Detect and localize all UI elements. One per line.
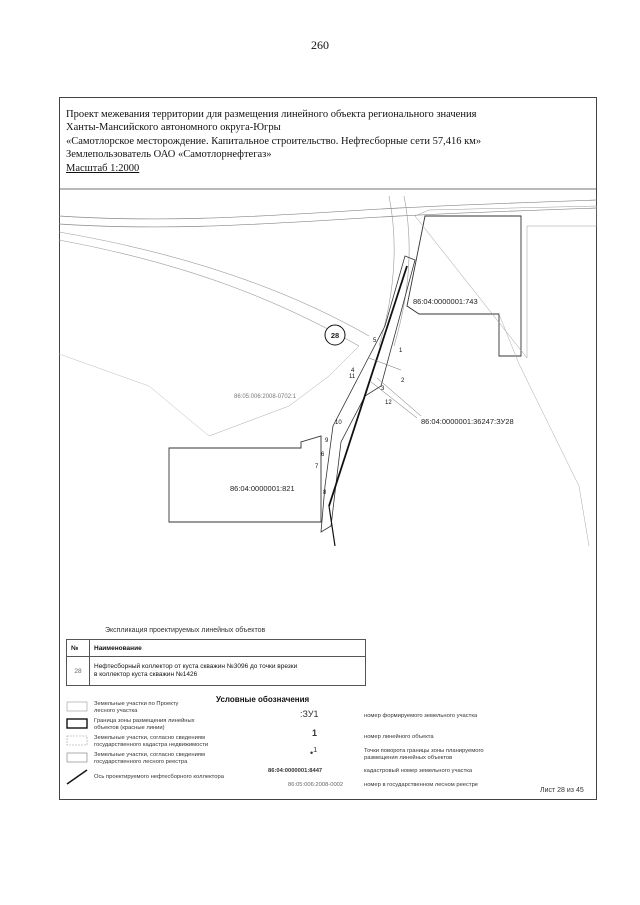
legend-symbol-object: 1 <box>312 728 318 738</box>
legend-red-lines-symbol <box>67 719 87 728</box>
point-11: 11 <box>349 374 356 380</box>
corridor-edge-2 <box>394 196 409 346</box>
parcel-neighbor <box>415 206 597 358</box>
pipeline-tail <box>329 506 335 546</box>
legend-axis-symbol <box>67 770 87 784</box>
pipeline-axis <box>329 266 407 506</box>
field-edge-left <box>59 354 209 436</box>
point-10: 10 <box>335 420 342 426</box>
table-header-name: Наименование <box>90 640 366 657</box>
road-edge-2 <box>59 208 597 227</box>
corridor-edge-1 <box>379 196 394 346</box>
parcel-821-label: 86:04:0000001:821 <box>230 484 295 493</box>
parcel-743 <box>407 216 521 356</box>
page-number: 260 <box>311 38 329 52</box>
road-edge-4 <box>59 240 359 346</box>
table-cell-num: 28 <box>67 657 90 686</box>
table-cell-name <box>90 657 366 686</box>
legend-forest-project-symbol <box>67 702 87 711</box>
parcel-zu28-label: 86:04:0000001:36247:ЗУ28 <box>421 417 514 426</box>
legend-item-glr: Земельные участки, согласно сведениям государственного лесного реестра <box>94 752 205 765</box>
point-9: 9 <box>325 438 329 444</box>
header-line-1: Проект межевания территории для размещения линейного объекта регионального значения <box>66 109 477 120</box>
forest-number-label: 86:05:006:2008-0702:1 <box>234 394 297 400</box>
legend-item-gkn: Земельные участки, согласно сведениям государственного кадастра недвижимости <box>94 735 209 748</box>
legend-symbol-forest-registry: 86:05:006:2008-0002 <box>288 782 344 788</box>
sheet-number: Лист 28 из 45 <box>540 787 584 794</box>
point-3: 3 <box>381 386 385 392</box>
point-2: 2 <box>401 378 405 384</box>
table-header-num: № <box>67 640 90 657</box>
parcel-743-label: 86:04:0000001:743 <box>413 297 478 306</box>
header-line-2: Ханты-Мансийского автономного округа-Югры <box>66 122 281 134</box>
leader-zu28-1 <box>371 382 417 418</box>
legend-symbol-cadastral: 86:04:0000001:8447 <box>268 768 323 774</box>
legend-symbol-zu: :ЗУ1 <box>300 709 319 719</box>
table-cell-name-line-2: в коллектор куста скважин №1426 <box>94 671 198 678</box>
table-row <box>67 657 366 686</box>
parcel-821 <box>169 436 321 522</box>
point-1: 1 <box>399 348 403 354</box>
legend-symbol-turn-point: •$^1$ <box>310 745 318 758</box>
field-edge-right <box>499 314 589 546</box>
table-header-row <box>67 640 366 657</box>
legend-text-object: номер линейного объекта <box>364 734 434 740</box>
road-edge-3 <box>59 232 369 336</box>
legend-text-forest-registry: номер в государственном лесном реестре <box>364 782 479 788</box>
object-number: 28 <box>330 331 340 340</box>
point-12: 12 <box>385 400 392 406</box>
red-lines-zone <box>321 256 415 532</box>
cadastral-map <box>59 186 597 586</box>
header-line-4: Землепользователь ОАО «Самотлорнефтегаз» <box>66 149 272 161</box>
legend-item-red-lines: Граница зоны размещения линейных объектов (красные линии) <box>94 718 195 731</box>
turn-point-dot: • <box>310 748 314 758</box>
legend-item-axis: Ось проектируемого нефтесборного коллектора <box>94 774 224 780</box>
leader-zu28-2 <box>377 378 421 416</box>
legend-text-turn-point: Точки поворота границы зоны планируемого размещения линейных объектов <box>364 748 484 761</box>
point-5: 5 <box>373 338 377 344</box>
legend-gkn-symbol <box>67 736 87 745</box>
legend-symbols-left <box>66 700 90 786</box>
legend-text-zu: номер формируемого земельного участка <box>364 713 478 719</box>
header-line-3: «Самотлорское месторождение. Капитальное строительство. Нефтесборные сети 57,416 км» <box>66 135 482 147</box>
table-cell-name-line-1: Нефтесборный коллектор от куста скважин №3096 до точки врезки <box>94 663 298 670</box>
legend-text-cadastral: кадастровый номер земельного участка <box>364 768 473 774</box>
legend-glr-symbol <box>67 753 87 762</box>
legend-title: Условные обозначения <box>216 695 310 704</box>
document-header <box>66 108 586 175</box>
point-8: 8 <box>323 490 327 496</box>
table-caption: Экспликация проектируемых линейных объектов <box>105 627 266 634</box>
legend-item-forest-project: Земельные участки по Проекту лесного участка <box>94 701 179 714</box>
point-6: 6 <box>321 452 325 458</box>
point-4: 4 <box>351 368 355 374</box>
point-7: 7 <box>315 464 319 470</box>
map-scale: Масштаб 1:2000 <box>66 162 140 174</box>
objects-table <box>66 639 366 686</box>
